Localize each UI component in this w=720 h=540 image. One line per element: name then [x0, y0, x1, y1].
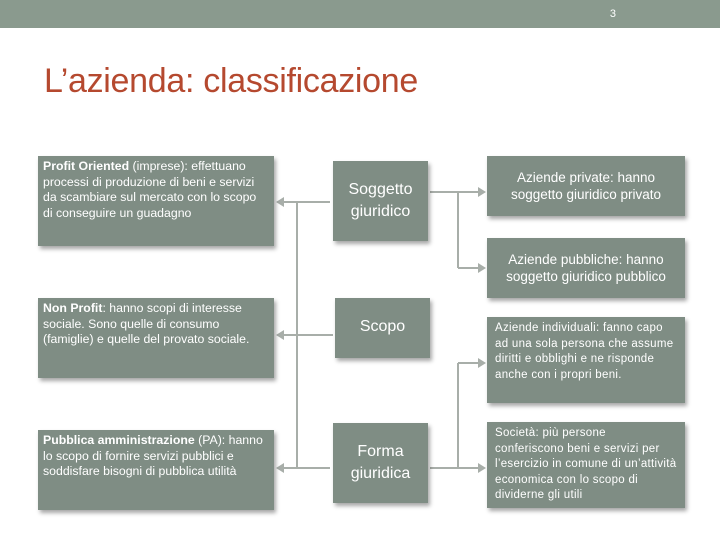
arrowhead-profit	[276, 197, 284, 207]
aziende-pubbliche-text: Aziende pubbliche: hanno soggetto giuridico pubblico	[506, 252, 666, 284]
societa-text: Società: più persone conferiscono beni e servizi per l’esercizio in comune di un’attività economica con lo scopo di dividerne gli utili	[495, 427, 677, 501]
non-profit-text: : hanno scopi di interesse sociale. Sono quelle di consumo (famiglie) e quelle del provato sociale.	[43, 301, 250, 346]
page-number: 3	[609, 8, 616, 20]
arrowhead-nonprofit	[276, 330, 284, 340]
pa-label: Pubblica amministrazione	[43, 433, 195, 447]
societa-box	[487, 422, 685, 508]
aziende-individuali-box	[487, 317, 685, 403]
arrowhead-public	[478, 263, 486, 273]
forma-line2: giuridica	[350, 465, 411, 482]
profit-oriented-label: Profit Oriented	[43, 159, 130, 173]
pa-text: (PA): hanno lo scopo di fornire servizi pubblici e soddisfare bisogni di pubblica utilità	[43, 433, 263, 478]
aziende-individuali-text: Aziende individuali: fanno capo ad una sola persona che assume diritti e obblighi e ne risponde anche con i propri beni.	[495, 322, 674, 381]
non-profit-label: Non Profit	[43, 301, 103, 315]
forma-giuridica-box	[333, 423, 428, 503]
slide-title: L’azienda: classificazione	[44, 62, 418, 100]
arrowhead-individual	[478, 358, 486, 368]
soggetto-line1: Soggetto	[348, 181, 413, 198]
non-profit-box	[38, 298, 274, 378]
scopo-line1: Scopo	[359, 318, 406, 335]
arrowhead-societa	[478, 463, 486, 473]
forma-line1: Forma	[357, 443, 404, 460]
arrowhead-pa	[276, 463, 284, 473]
pubblica-amministrazione-box	[38, 430, 274, 510]
profit-oriented-text: (imprese): effettuano processi di produzione di beni e servizi da scambiare sul mercato con lo scopo di conseguire un guadagno	[43, 159, 257, 220]
scopo-box	[335, 298, 430, 358]
soggetto-line2: giuridico	[350, 203, 411, 220]
profit-oriented-box	[38, 156, 274, 246]
soggetto-giuridico-box	[333, 161, 428, 241]
aziende-private-box	[487, 156, 685, 216]
arrowhead-private	[478, 187, 486, 197]
aziende-private-text: Aziende private: hanno soggetto giuridico privato	[510, 170, 662, 202]
aziende-pubbliche-box	[487, 238, 685, 298]
